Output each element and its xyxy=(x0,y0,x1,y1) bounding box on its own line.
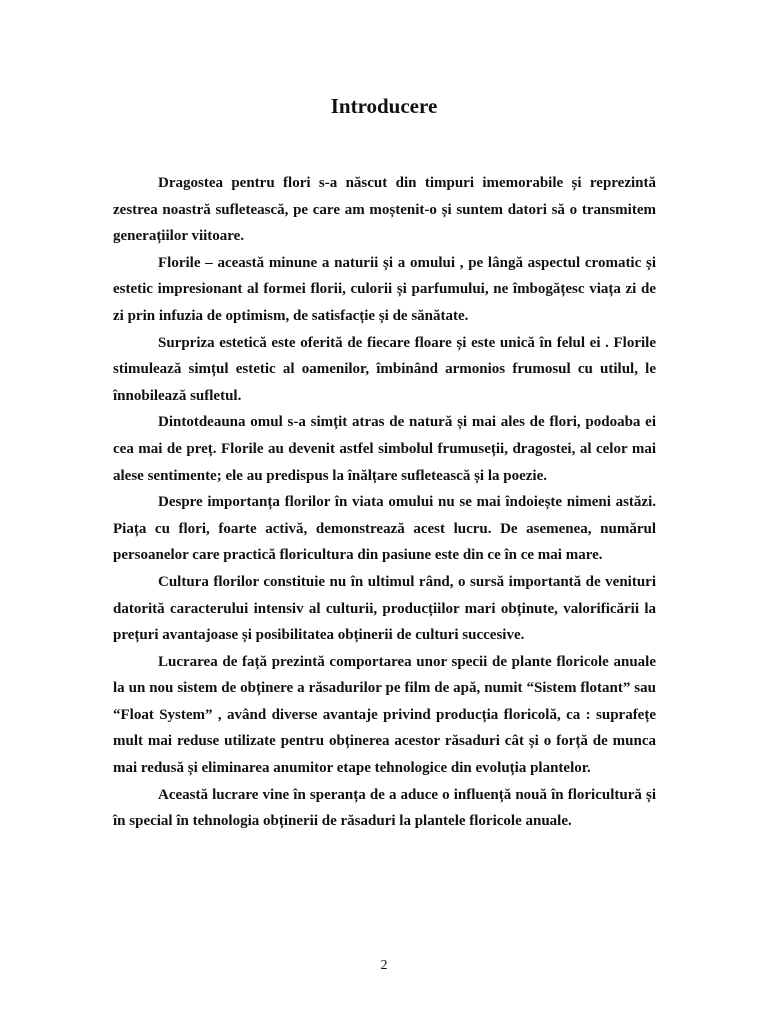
paragraph: Cultura florilor constituie nu în ultimul rând, o sursă importantă de venituri datorită caracterului intensiv al culturii, producțiilor mari obținute, valorificării la prețuri avantajoase și posibilitatea obținerii de culturi succesive. xyxy=(113,573,656,644)
paragraph: Lucrarea de față prezintă comportarea unor specii de plante floricole anuale la un nou sistem de obținere a răsadurilor pe film de apă, numit “Sistem flotant” sau “Float System” , având diverse avantaje privind producția floricolă, ca : suprafețe mult mai reduse utilizate pentru obținerea acestor răsaduri cât și o forță de munca mai redusă și eliminarea anumitor etape tehnologice din evoluția plantelor. xyxy=(113,653,656,777)
page-title: Introducere xyxy=(330,94,438,118)
paragraph: Dragostea pentru flori s-a născut din timpuri imemorabile și reprezintă zestrea noastră sufletească, pe care am moștenit-o și suntem datori să o transmitem generațiilor viitoare. xyxy=(113,175,656,245)
paragraph: Această lucrare vine în speranța de a aduce o influență nouă în floricultură și în special în tehnologia obținerii de răsaduri la plantele floricole anuale. xyxy=(113,786,656,830)
paragraph: Dintotdeauna omul s-a simțit atras de natură și mai ales de flori, podoaba ei cea mai de preț. Florile au devenit astfel simbolul frumuseții, dragostei, al celor mai alese sentimente; ele au predispus la înălțare sufletească și la poezie. xyxy=(113,414,656,484)
paragraph: Surpriza estetică este oferită de fiecare floare și este unică în felul ei . Florile stimulează simțul estetic al oamenilor, îmbinând armonios frumosul cu utilul, le înnobilează sufletul. xyxy=(113,334,656,404)
body-text xyxy=(113,170,656,835)
paragraph: Florile – această minune a naturii și a omului , pe lângă aspectul cromatic și estetic impresionant al formei florii, culorii și parfumului, ne îmbogățesc viața zi de zi prin infuzia de optimism, de satisfacție și de sănătate. xyxy=(113,254,656,324)
paragraph: Despre importanța florilor în viata omului nu se mai îndoiește nimeni astăzi. Piața cu flori, foarte activă, demonstrează acest lucru. De asemenea, numărul persoanelor care practică floricultura din pasiune este din ce în ce mai mare. xyxy=(113,494,656,564)
page-number: 2 xyxy=(380,958,388,973)
